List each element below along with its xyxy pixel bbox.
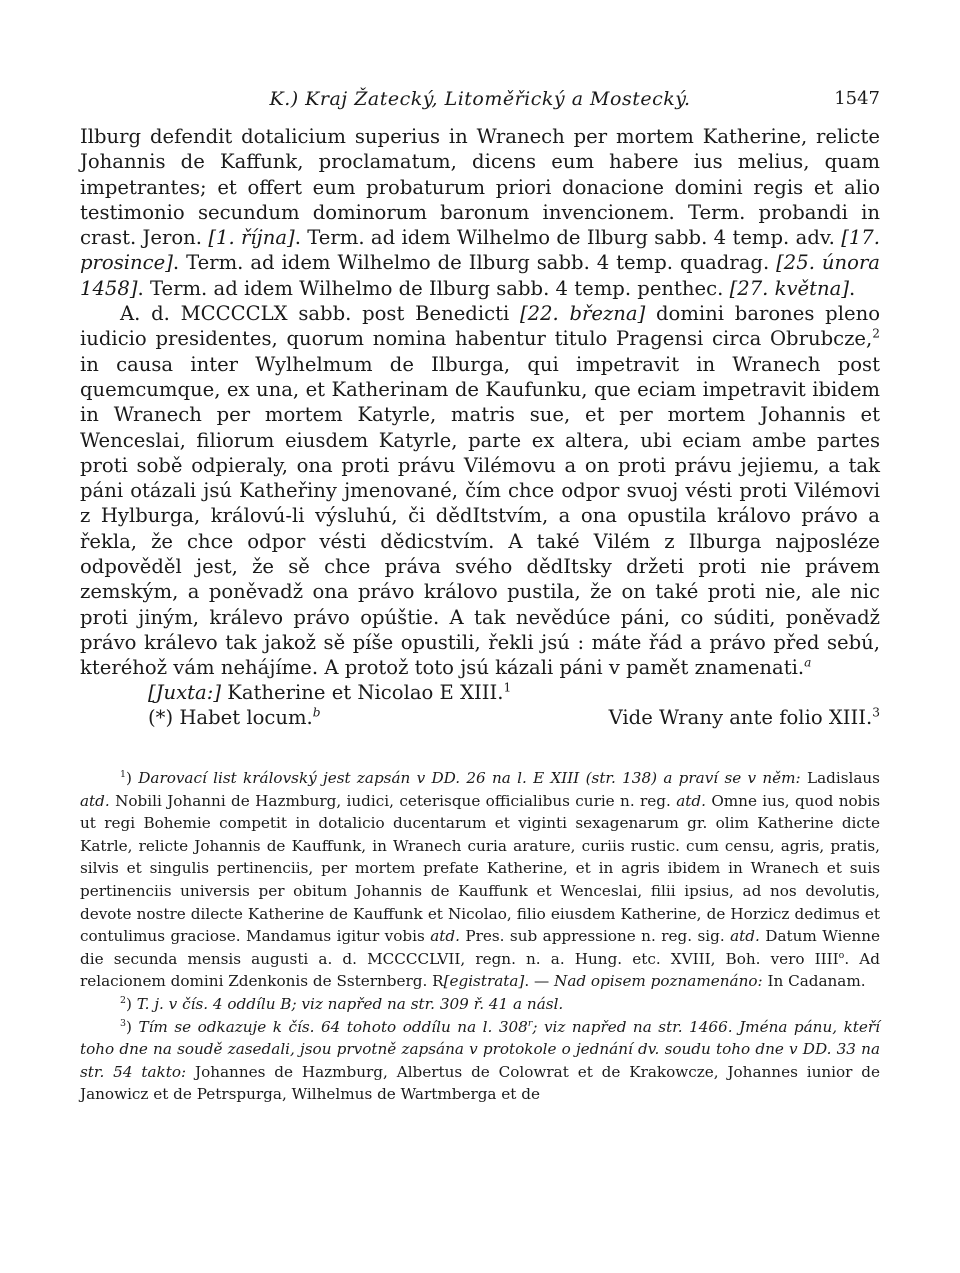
- text-run: atd.: [676, 791, 706, 810]
- text-run: . Term. ad idem Wilhelmo de Ilburg sabb. 4 temp. adv.: [294, 226, 842, 250]
- superscript: r: [527, 1017, 533, 1029]
- footnotes: [80, 767, 880, 1106]
- superscript: o: [838, 949, 845, 961]
- paragraph-barons-ruling: [80, 301, 880, 680]
- text-run: Ilburg defendit dotalicium superius in Wranech per mortem Katherine, relicte Johannis de Kaffunk, proclamatum, dicens eum habere ius melius, quam impetrantes; et offert eum probaturum priori donacione domini regis et alio testimonio secundum dominorum baronum invencionem. Term. probandi in crast. Jeron.: [80, 125, 880, 250]
- text-run: Datum Wienne die secunda mensis augusti a. d. MCCCCLVII, regn. n. a. Hung. etc. XVIII, Boh. vero IIII: [80, 927, 880, 968]
- footnote-ref: 1: [503, 680, 512, 694]
- habet-locum-line: [80, 705, 880, 730]
- juxta-label: [Juxta:]: [148, 680, 221, 704]
- text-run: T. j. v čís. 4 oddílu B; viz napřed na str. 309 ř. 41 a násl.: [131, 994, 564, 1013]
- running-head: K.) Kraj Žatecký, Litoměřický a Mostecký.: [269, 88, 691, 110]
- date-gloss: [25. února 1458]: [80, 251, 880, 300]
- text-run: Nobili Johanni de Hazmburg, iudici, ceterisque officialibus curie n. reg.: [109, 791, 677, 810]
- text-run: .: [848, 276, 856, 300]
- paragraph-ilburg-defense: [80, 124, 880, 301]
- text-run: . Term. ad idem Wilhelmo de Ilburg sabb. 4 temp. quadrag.: [172, 251, 777, 275]
- note-mark: b: [312, 705, 321, 719]
- text-run: ; viz napřed na str. 1466. Jména pánu, kteří toho dne na soudě zasedali, jsou prvotně zapsána v protokole o jednání dv. soudu toho dne v DD. 33 na str. 54 takto:: [80, 1017, 880, 1081]
- text-run: atd.: [80, 791, 110, 810]
- text-run: [egistrata]: [443, 972, 525, 991]
- text-run: Tím se odkazuje k čís. 64 tohoto oddílu na l. 308: [131, 1017, 528, 1036]
- text-run: A. d. MCCCCLX sabb. post Benedicti: [120, 302, 520, 326]
- juxta-line: [80, 681, 880, 705]
- date-gloss: [17. prosince]: [80, 226, 880, 275]
- vide-reference: [609, 705, 880, 730]
- footnote-number: 1: [120, 768, 126, 780]
- footnote-number: 2: [120, 994, 126, 1006]
- text-run: atd.: [430, 927, 460, 946]
- page-number: 1547: [834, 88, 880, 109]
- footnote-number: 3: [120, 1017, 126, 1029]
- text-run: . Ad relacionem domini Zdenkonis de Ssternberg. R: [80, 949, 880, 991]
- main-text: [80, 124, 880, 730]
- text-run: domini barones pleno iudicio presidentes, quorum nomina habentur titulo Pragensi circa Obrubcze,: [80, 302, 880, 351]
- footnote-1: $^1$) Darovací list královský jest zapsán v DD. 26 na l. E XIII (str. 138) a praví se v něm: Ladislaus atd. Nobili Johanni de Hazmburg, iudici, ceterisque officialibus curie n. reg. atd. Omne ius, quod nobis ut regi Bohemie competit in dotalicio ducentarum et viginti sexagenarum gr. olim Katherine dicte Katrle, relicte Johannis de Kauffunk, in Wranech curia arature, curiis rustic. cum censu, agris, pratis, silvis et singulis pertinenciis, per mortem prefate Katherine, et in agris ibidem in Wranech et suis pertinenciis universis per obitum Johannis de Kauffunk et Wenceslai, filii ipsius, ad nos devolutis, devote nostre dilecte Katherine de Kauffunk et Nicolao, filio eiusdem Katherine, de Horzicz dedimus et contulimus graciose. Mandamus igitur vobis atd. Pres. sub appressione n. reg. sig. atd. Datum Wienne die secunda mensis augusti a. d. MCCCCLVII, regn. n. a. Hung. etc. XVIII, Boh. vero IIII$^o$. Ad relacionem domini Zdenkonis de Ssternberg. R[egistrata]. — Nad opisem poznamenáno: In Cadanam.: [80, 768, 880, 991]
- text-run: Ladislaus: [800, 769, 880, 787]
- text-run: (*) Habet locum.: [148, 705, 313, 729]
- text-run: Pres. sub appressione n. reg. sig.: [459, 927, 731, 946]
- text-run: . —: [524, 972, 555, 991]
- note-mark: a: [804, 655, 812, 670]
- text-run: Darovací list královský jest zapsán v DD. 26 na l. E XIII (str. 138) a praví se v něm:: [138, 769, 801, 787]
- text-run: Omne ius, quod nobis ut regi Bohemie competit in dotalicio ducentarum et viginti sexagenarum gr. olim Katherine dicte Katrle, relicte Johannis de Kauffunk, in Wranech curia arature, curiis rustic. cum censu, agris, pratis, silvis et singulis pertinenciis, per mortem prefate Katherine, et in agris ibidem in Wranech et suis pertinenciis universis per obitum Johannis de Kauffunk et Wenceslai, filii ipsius, ad nos devolutis, devote nostre dilecte Katherine de Kauffunk et Nicolao, filio eiusdem Katherine, de Horzicz dedimus et contulimus graciose. Mandamus igitur vobis: [80, 791, 880, 946]
- footnote-ref: 3: [872, 705, 880, 719]
- date-gloss: [1. října]: [208, 226, 295, 250]
- page-header: [80, 88, 880, 114]
- footnote-2: $^2$) T. j. v čís. 4 oddílu B; viz napřed na str. 309 ř. 41 a násl.: [120, 994, 564, 1013]
- date-gloss: [22. března]: [519, 302, 646, 326]
- text-run: Johannes de Hazmburg, Albertus de Colowrat et de Krakowcze, Johannes iunior de Janowicz et de Petrspurga, Wilhelmus de Wartmberga et de: [80, 1062, 880, 1104]
- text-run: Katherine et Nicolao E XIII.: [220, 680, 504, 704]
- text-run: Nad opisem poznamenáno:: [554, 972, 763, 991]
- text-run: In Cadanam.: [762, 972, 866, 991]
- footnote-ref: 2: [872, 326, 880, 341]
- text-run: . Term. ad idem Wilhelmo de Ilburg sabb. 4 temp. penthec.: [137, 276, 730, 300]
- text-run: Vide Wrany ante folio XIII.: [608, 705, 873, 729]
- text-run: atd.: [730, 927, 760, 946]
- footnote-3: $^3$) Tím se odkazuje k čís. 64 tohoto oddílu na l. 308$^r$; viz napřed na str. 1466. Jména pánu, kteří toho dne na soudě zasedali, jsou prvotně zapsána v protokole o jednání dv. soudu toho dne v DD. 33 na str. 54 takto: Johannes de Hazmburg, Albertus de Colowrat et de Krakowcze, Johannes iunior de Janowicz et de Petrspurga, Wilhelmus de Wartmberga et de: [80, 1017, 880, 1104]
- text-run: in causa inter Wylhelmum de Ilburga, qui impetravit in Wranech post quemcumque, ex una, et Katherinam de Kaufunku, que eciam impetravit ibidem in Wranech per mortem Katyrle, matris sue, et per mortem Johannis et Wenceslai, filiorum eiusdem Katyrle, parte ex altera, ubi eciam ambe partes proti sobě odpieraly, ona proti právu Vilémovu a on proti právu jejiemu, a tak páni otázali jsú Katheřiny jmenované, čím chce odpor svuoj vésti proti Vilémovi z Hylburga, královú-li výsluhú, či dědItstvím, a ona opustila královo právo a řekla, že chce odpor vésti dědicstvím. A také Vilém z Ilburga najposléze odpověděl jest, že sě chce práva svého dědItsky držeti proti nie právem zemským, a poněvadž ona právo královo pustila, že on také proti nie, ale nic proti jiným, králevo právo opúštie. A tak nevědúce páni, co súditi, poněvadž právo králevo tak jakož sě píše opustili, řekli jsú : máte řád a právo před sebú, kteréhož vám nehájíme. A protož toto jsú kázali páni v pamět znamenati.: [80, 352, 880, 680]
- date-gloss: [27. května]: [729, 276, 849, 300]
